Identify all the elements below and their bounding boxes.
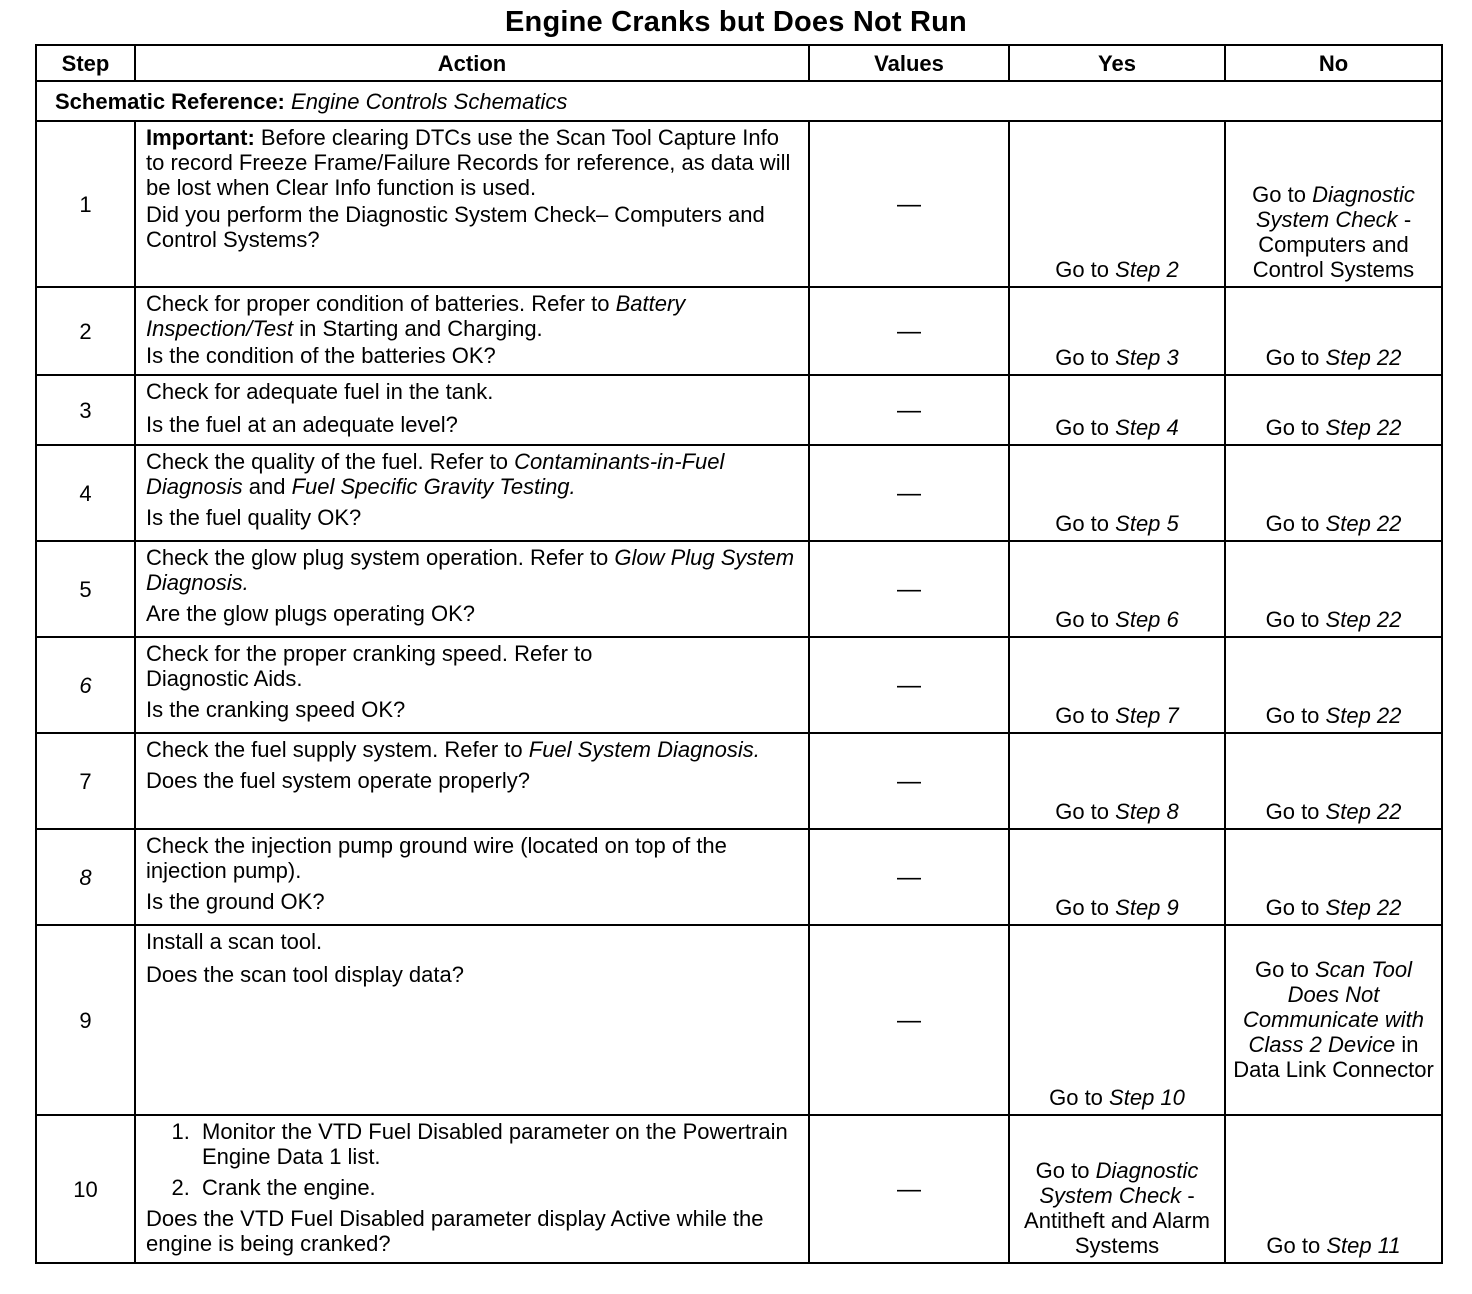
no-cell <box>1225 287 1442 375</box>
question: Is the cranking speed OK? <box>146 697 406 722</box>
step-number: 4 <box>36 445 135 541</box>
goto-text: Go to <box>1055 703 1110 728</box>
schematic-link: Engine Controls Schematics <box>291 88 568 114</box>
values-cell: — <box>809 1115 1009 1263</box>
schematic-reference-row <box>36 81 1442 121</box>
yes-link: Diagnostic System Check <box>1039 1158 1199 1208</box>
values-cell: — <box>809 541 1009 637</box>
goto-text: Go to <box>1055 345 1110 370</box>
table-row <box>36 637 1442 733</box>
no-step-link: Step 11 <box>1326 1233 1401 1258</box>
goto-text: Go to <box>1265 415 1320 440</box>
list-item: 2. Crank the engine. <box>196 1175 802 1200</box>
no-cell <box>1225 445 1442 541</box>
action-text: Check the quality of the fuel. Refer to <box>146 449 508 474</box>
no-link: Diagnostic System Check <box>1255 182 1415 232</box>
goto-text: Go to <box>1055 415 1110 440</box>
no-step-link: Step 22 <box>1325 607 1402 632</box>
action-text: Check the injection pump ground wire (located on top of the injection pump). <box>146 833 727 883</box>
action-text: Check for the proper cranking speed. Refer to Diagnostic Aids. <box>146 641 593 691</box>
action-text: Check the fuel supply system. Refer to <box>146 737 523 762</box>
yes-step-link: Step 10 <box>1109 1085 1185 1110</box>
values-cell: — <box>809 287 1009 375</box>
yes-cell <box>1009 733 1225 829</box>
yes-step-link: Step 2 <box>1115 257 1179 282</box>
action-text: Check for proper condition of batteries. Refer to <box>146 291 610 316</box>
goto-text: Go to <box>1265 703 1320 728</box>
table-row <box>36 829 1442 925</box>
table-row <box>36 1115 1442 1263</box>
values-cell: — <box>809 375 1009 445</box>
no-cell <box>1225 925 1442 1115</box>
important-text: Before clearing DTCs use the Scan Tool Capture Info to record Freeze Frame/Failure Records for reference, as data will be lost when Clear Info function is used. <box>146 125 791 200</box>
action-link: Fuel Specific Gravity Testing. <box>291 474 576 499</box>
values-cell: — <box>809 445 1009 541</box>
goto-text: Go to <box>1265 607 1320 632</box>
diagnostic-table <box>35 44 1443 1264</box>
yes-cell <box>1009 541 1225 637</box>
header-step: Step <box>36 45 135 81</box>
no-link: Scan Tool Does Not Communicate with Class 2 Device <box>1243 956 1424 1057</box>
no-cell <box>1225 541 1442 637</box>
goto-text: Go to <box>1035 1158 1090 1183</box>
step-number: 6 <box>36 637 135 733</box>
action-text: Check the glow plug system operation. Refer to <box>146 545 609 570</box>
no-step-link: Step 22 <box>1325 345 1402 370</box>
yes-link-tail: - Antitheft and Alarm Systems <box>1024 1183 1210 1258</box>
table-row <box>36 541 1442 637</box>
step-number: 7 <box>36 733 135 829</box>
goto-text: Go to <box>1049 1085 1103 1110</box>
goto-text: Go to <box>1252 182 1306 207</box>
action-link: Glow Plug System Diagnosis. <box>146 545 795 595</box>
values-cell: — <box>809 733 1009 829</box>
step-number: 10 <box>36 1115 135 1263</box>
goto-text: Go to <box>1255 956 1309 982</box>
yes-cell <box>1009 287 1225 375</box>
goto-text: Go to <box>1055 511 1110 536</box>
yes-cell <box>1009 121 1225 287</box>
action-text: and <box>248 474 286 499</box>
no-cell <box>1225 733 1442 829</box>
goto-text: Go to <box>1265 799 1320 824</box>
yes-cell <box>1009 445 1225 541</box>
header-row <box>36 45 1442 81</box>
page-title: Engine Cranks but Does Not Run <box>505 6 967 38</box>
yes-step-link: Step 9 <box>1115 895 1179 920</box>
action-cell <box>135 733 809 829</box>
action-list <box>146 1119 802 1200</box>
question: Is the fuel at an adequate level? <box>146 412 458 437</box>
action-cell <box>135 829 809 925</box>
values-cell: — <box>809 925 1009 1115</box>
table-row <box>36 287 1442 375</box>
question: Are the glow plugs operating OK? <box>146 601 475 626</box>
no-link-tail: - Computers and Control Systems <box>1252 207 1415 282</box>
yes-cell <box>1009 1115 1225 1263</box>
action-cell <box>135 541 809 637</box>
step-number: 8 <box>36 829 135 925</box>
yes-step-link: Step 5 <box>1115 511 1179 536</box>
no-step-link: Step 22 <box>1325 511 1402 536</box>
question: Is the ground OK? <box>146 889 325 914</box>
list-item: 1. Monitor the VTD Fuel Disabled parameter on the Powertrain Engine Data 1 list. <box>196 1119 802 1169</box>
action-cell <box>135 375 809 445</box>
action-text: in Starting and Charging. <box>299 316 543 341</box>
yes-cell <box>1009 375 1225 445</box>
header-action: Action <box>135 45 809 81</box>
action-text: Check for adequate fuel in the tank. <box>146 379 494 404</box>
no-step-link: Step 22 <box>1325 703 1402 728</box>
yes-cell <box>1009 925 1225 1115</box>
question: Is the fuel quality OK? <box>146 505 362 530</box>
goto-text: Go to <box>1265 345 1320 370</box>
question: Did you perform the Diagnostic System Check– Computers and Control Systems? <box>146 202 765 252</box>
question: Does the fuel system operate properly? <box>146 768 530 793</box>
yes-step-link: Step 8 <box>1115 799 1179 824</box>
step-number: 2 <box>36 287 135 375</box>
table-row <box>36 121 1442 287</box>
action-link: Contaminants-in-Fuel Diagnosis <box>146 449 725 499</box>
action-link: Battery Inspection/Test <box>146 291 686 341</box>
table-row <box>36 733 1442 829</box>
question: Does the VTD Fuel Disabled parameter display Active while the engine is being cranked? <box>146 1206 764 1256</box>
step-number: 1 <box>36 121 135 287</box>
values-cell: — <box>809 829 1009 925</box>
schematic-label: Schematic Reference: <box>55 88 285 114</box>
values-cell: — <box>809 637 1009 733</box>
header-yes: Yes <box>1009 45 1225 81</box>
question: Does the scan tool display data? <box>146 962 464 987</box>
table-row <box>36 375 1442 445</box>
no-cell <box>1225 637 1442 733</box>
action-cell <box>135 925 809 1115</box>
yes-step-link: Step 3 <box>1115 345 1179 370</box>
action-cell <box>135 445 809 541</box>
no-cell <box>1225 121 1442 287</box>
action-cell <box>135 121 809 287</box>
yes-step-link: Step 4 <box>1115 415 1179 440</box>
important-label: Important: <box>146 125 255 150</box>
schematic-reference <box>36 81 1442 121</box>
action-cell <box>135 1115 809 1263</box>
goto-text: Go to <box>1055 895 1110 920</box>
header-no: No <box>1225 45 1442 81</box>
no-step-link: Step 22 <box>1325 415 1402 440</box>
step-number: 5 <box>36 541 135 637</box>
no-link-tail: in Data Link Connector <box>1233 1031 1434 1082</box>
yes-cell <box>1009 829 1225 925</box>
step-number: 3 <box>36 375 135 445</box>
no-cell <box>1225 1115 1442 1263</box>
table-row <box>36 925 1442 1115</box>
yes-cell <box>1009 637 1225 733</box>
values-cell: — <box>809 121 1009 287</box>
action-cell <box>135 287 809 375</box>
goto-text: Go to <box>1265 895 1320 920</box>
goto-text: Go to <box>1266 1233 1321 1258</box>
goto-text: Go to <box>1055 607 1110 632</box>
no-step-link: Step 22 <box>1325 895 1402 920</box>
yes-step-link: Step 7 <box>1115 703 1179 728</box>
question: Is the condition of the batteries OK? <box>146 343 496 368</box>
action-text: Install a scan tool. <box>146 929 323 954</box>
table-row <box>36 445 1442 541</box>
no-cell <box>1225 829 1442 925</box>
goto-text: Go to <box>1055 257 1110 282</box>
action-link: Fuel System Diagnosis. <box>528 737 760 762</box>
action-cell <box>135 637 809 733</box>
goto-text: Go to <box>1055 799 1110 824</box>
step-number: 9 <box>36 925 135 1115</box>
no-cell <box>1225 375 1442 445</box>
header-values: Values <box>809 45 1009 81</box>
yes-step-link: Step 6 <box>1115 607 1179 632</box>
goto-text: Go to <box>1265 511 1320 536</box>
no-step-link: Step 22 <box>1325 799 1402 824</box>
